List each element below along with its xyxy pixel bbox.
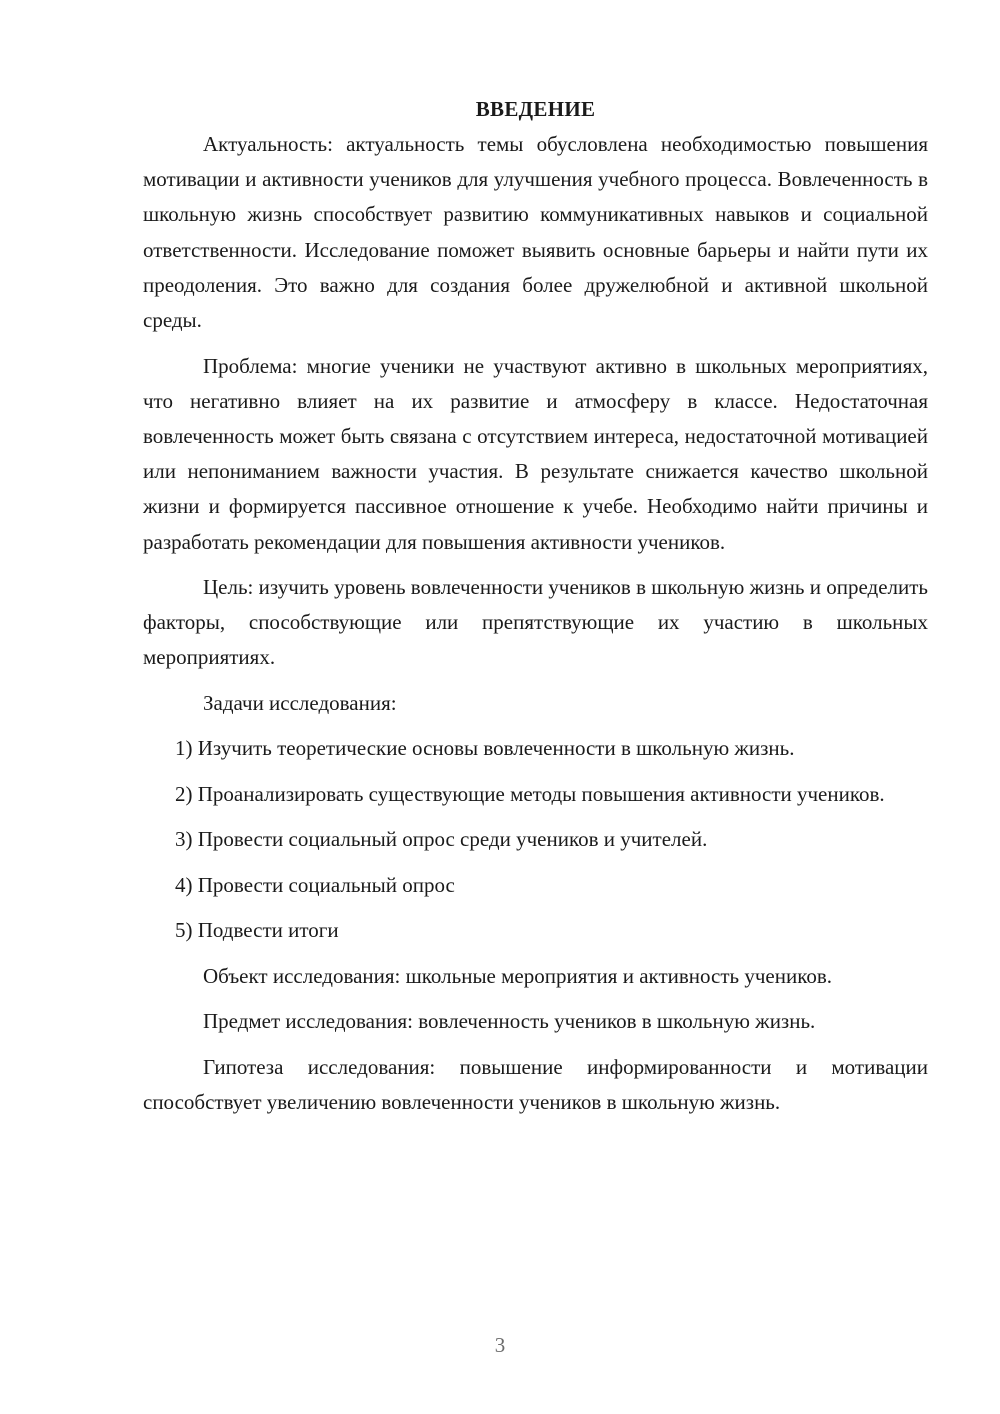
paragraph-hypothesis: Гипотеза исследования: повышение информированности и мотивации способствует увеличению вовлеченности учеников в школьную жизнь. bbox=[143, 1054, 928, 1115]
page-title: ВВЕДЕНИЕ bbox=[475, 97, 596, 121]
document-page bbox=[143, 92, 928, 1131]
page-number: 3 bbox=[494, 1333, 506, 1357]
paragraph-subject: Предмет исследования: вовлеченность учеников в школьную жизнь. bbox=[203, 1009, 816, 1034]
paragraph-object: Объект исследования: школьные мероприятия и активность учеников. bbox=[203, 963, 833, 988]
task-item: 2) Проанализировать существующие методы повышения активности учеников. bbox=[175, 781, 885, 806]
task-item: 5) Подвести итоги bbox=[175, 918, 339, 943]
paragraph-problem: Проблема: многие ученики не участвуют активно в школьных мероприятиях, что негативно влияет на их развитие и атмосферу в классе. Недостаточная вовлеченность может быть связана с отсутствием интереса, недостаточной мотивацией или непониманием важности участия. В результате снижается качество школьной жизни и формируется пассивное отношение к учебе. Необходимо найти причины и разработать рекомендации для повышения активности учеников. bbox=[143, 353, 928, 554]
task-item: 1) Изучить теоретические основы вовлеченности в школьную жизнь. bbox=[175, 736, 795, 761]
task-item: 3) Провести социальный опрос среди учеников и учителей. bbox=[175, 827, 708, 852]
task-item: 4) Провести социальный опрос bbox=[175, 872, 455, 897]
paragraph-actuality: Актуальность: актуальность темы обусловлена необходимостью повышения мотивации и активности учеников для улучшения учебного процесса. Вовлеченность в школьную жизнь способствует развитию коммуникативных навыков и социальной ответственности. Исследование поможет выявить основные барьеры и найти пути их преодоления. Это важно для создания более дружелюбной и активной школьной среды. bbox=[143, 132, 928, 333]
paragraph-goal: Цель: изучить уровень вовлеченности учеников в школьную жизнь и определить факторы, способствующие или препятствующие их участию в школьных мероприятиях. bbox=[143, 575, 928, 670]
tasks-heading: Задачи исследования: bbox=[203, 690, 397, 715]
